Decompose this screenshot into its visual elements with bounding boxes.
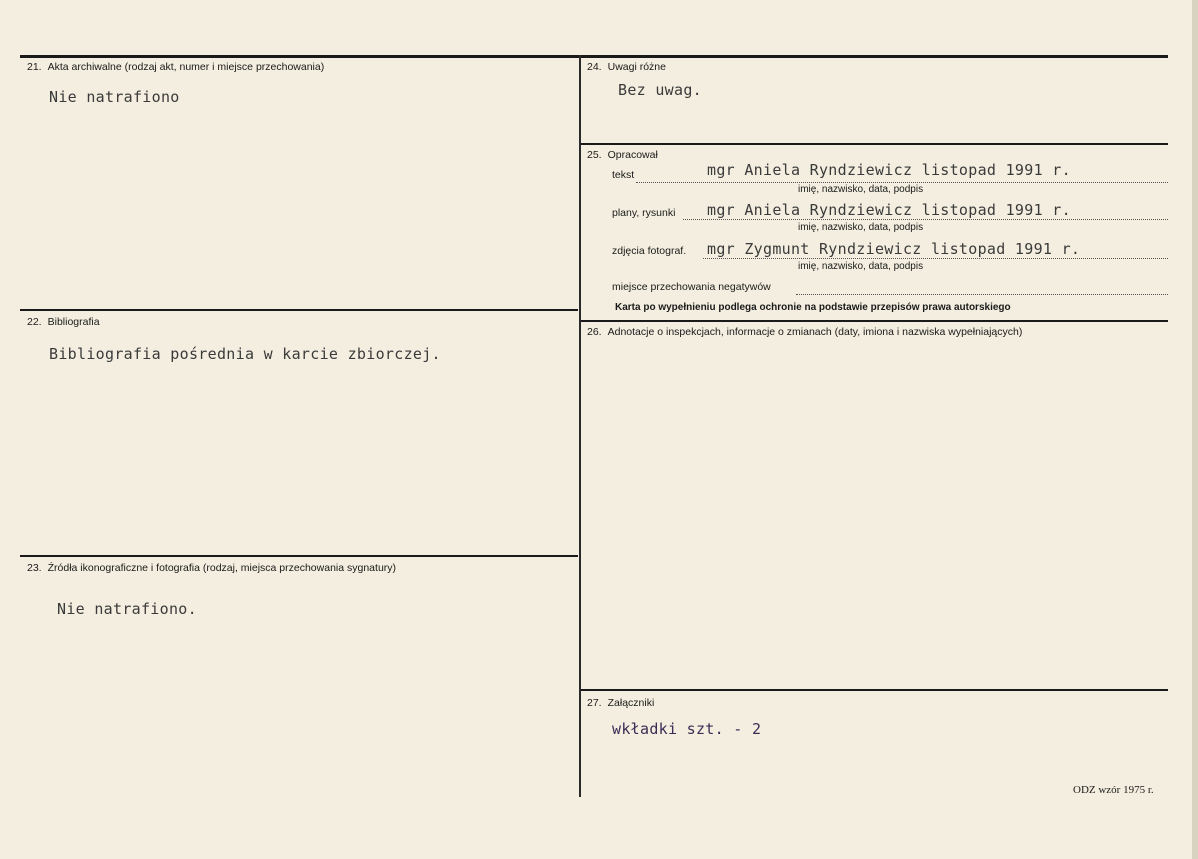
section-27-number: 27.	[587, 697, 602, 709]
copyright-note: Karta po wypełnieniu podlega ochronie na podstawie przepisów prawa autorskiego	[615, 302, 1011, 313]
section-25-title: Opracował	[607, 149, 658, 161]
row-tekst-dotline	[636, 182, 1168, 183]
section-24-number: 24.	[587, 61, 602, 73]
rule-27-top	[581, 689, 1168, 691]
form-footer: ODZ wzór 1975 r.	[1073, 784, 1154, 796]
section-23-title: Źródła ikonograficzne i fotografia (rodzaj, miejsca przechowania sygnatury)	[47, 562, 397, 574]
section-23-value: Nie natrafiono.	[57, 600, 197, 618]
row-plany-caption: imię, nazwisko, data, podpis	[798, 222, 924, 233]
section-26-title: Adnotacje o inspekcjach, informacje o zmianach (daty, imiona i nazwiska wypełniających)	[607, 326, 1023, 338]
rule-25-top	[581, 143, 1168, 145]
row-zdjecia-label: zdjęcia fotograf.	[612, 245, 687, 257]
row-tekst-value: mgr Aniela Ryndziewicz listopad 1991 r.	[707, 161, 1071, 179]
section-24-title: Uwagi różne	[607, 61, 666, 73]
section-24-label	[587, 61, 666, 73]
section-22-number: 22.	[27, 316, 42, 328]
section-24-value: Bez uwag.	[618, 81, 702, 99]
center-divider	[579, 55, 581, 797]
row-plany-label: plany, rysunki	[612, 207, 676, 219]
section-27-title: Załączniki	[607, 697, 655, 709]
row-plany-dotline	[683, 219, 1168, 220]
top-rule	[20, 55, 1168, 58]
rule-26-top	[581, 320, 1168, 322]
section-22-value: Bibliografia pośrednia w karcie zbiorczej.	[49, 345, 441, 363]
rule-23-top	[20, 555, 578, 557]
section-26-number: 26.	[587, 326, 602, 338]
rule-22-top	[20, 309, 578, 311]
negatives-label: miejsce przechowania negatywów	[612, 281, 771, 293]
scan-edge	[1192, 0, 1198, 859]
row-zdjecia-dotline	[703, 258, 1168, 259]
section-23-number: 23.	[27, 562, 42, 574]
section-22-label	[27, 316, 100, 328]
row-zdjecia-value: mgr Zygmunt Ryndziewicz listopad 1991 r.	[707, 240, 1081, 258]
section-22-title: Bibliografia	[47, 316, 100, 328]
row-tekst-caption: imię, nazwisko, data, podpis	[798, 184, 924, 195]
section-21-value: Nie natrafiono	[49, 88, 180, 106]
section-27-value: wkładki szt. - 2	[612, 720, 762, 738]
section-21-number: 21.	[27, 61, 42, 73]
section-25-number: 25.	[587, 149, 602, 161]
section-21-label	[27, 61, 324, 73]
row-zdjecia-caption: imię, nazwisko, data, podpis	[798, 261, 924, 272]
negatives-dotline	[796, 294, 1168, 295]
section-26-label	[587, 326, 1022, 338]
row-plany-value: mgr Aniela Ryndziewicz listopad 1991 r.	[707, 201, 1071, 219]
section-27-label	[587, 697, 654, 709]
section-23-label	[27, 562, 396, 574]
section-25-label	[587, 149, 658, 161]
row-tekst-label: tekst	[612, 169, 635, 181]
section-21-title: Akta archiwalne (rodzaj akt, numer i miejsce przechowania)	[47, 61, 325, 73]
